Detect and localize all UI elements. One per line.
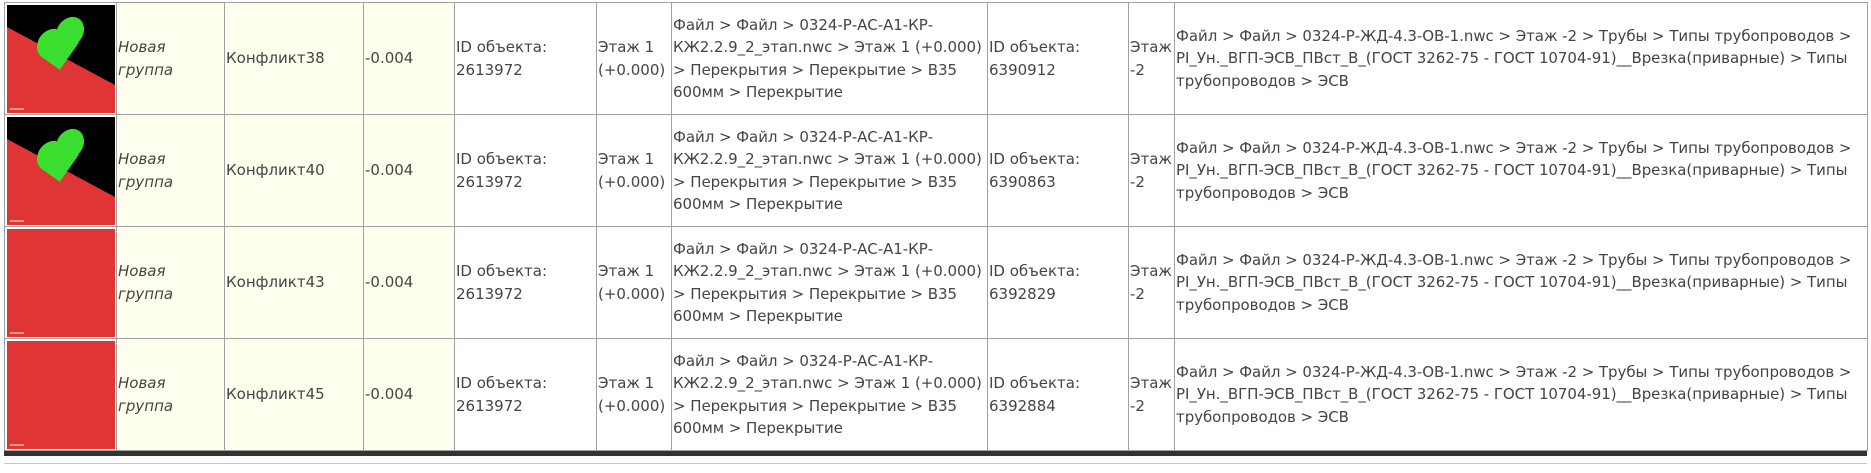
item2-id-label: ID объекта xyxy=(989,38,1075,56)
item2-id: ID объекта: 6390912 xyxy=(988,3,1129,115)
clash-thumbnail-pipe-slab-icon[interactable] xyxy=(7,117,115,225)
clash-thumbnail-cell xyxy=(5,115,117,227)
clash-name: Конфликт43 xyxy=(225,227,364,339)
item1-id-value: 2613972 xyxy=(456,172,523,191)
clash-group: Новая группа xyxy=(117,227,225,339)
item2-id: ID объекта: 6392884 xyxy=(988,339,1129,451)
item1-level: Этаж 1 (+0.000) xyxy=(597,339,672,451)
item1-path: Файл > Файл > 0324-Р-АС-А1-КР-КЖ2.2.9_2_этап.nwc > Этаж 1 (+0.000) > Перекрытия > Перекрытие > B35 600мм > Перекрытие xyxy=(672,339,988,451)
item2-path: Файл > Файл > 0324-Р-ЖД-4.3-ОВ-1.nwc > Этаж -2 > Трубы > Типы трубопроводов > PI_Ун._ВГП-ЭСВ_ПВст_В_(ГОСТ 3262-75 - ГОСТ 10704-91)__Врезка(приварные) > Типы трубопроводов > ЭСВ xyxy=(1175,339,1868,451)
footer-divider xyxy=(4,463,1867,464)
clash-row[interactable] xyxy=(5,3,1868,115)
item1-id-label: ID объекта xyxy=(456,374,542,392)
clash-distance: -0.004 xyxy=(364,3,455,115)
item2-level: Этаж -2 xyxy=(1129,227,1175,339)
clash-thumbnail-cell xyxy=(5,3,117,115)
item2-path: Файл > Файл > 0324-Р-ЖД-4.3-ОВ-1.nwc > Этаж -2 > Трубы > Типы трубопроводов > PI_Ун._ВГП-ЭСВ_ПВст_В_(ГОСТ 3262-75 - ГОСТ 10704-91)__Врезка(приварные) > Типы трубопроводов > ЭСВ xyxy=(1175,227,1868,339)
item2-path: Файл > Файл > 0324-Р-ЖД-4.3-ОВ-1.nwc > Этаж -2 > Трубы > Типы трубопроводов > PI_Ун._ВГП-ЭСВ_ПВст_В_(ГОСТ 3262-75 - ГОСТ 10704-91)__Врезка(приварные) > Типы трубопроводов > ЭСВ xyxy=(1175,115,1868,227)
clash-distance: -0.004 xyxy=(364,227,455,339)
clash-distance: -0.004 xyxy=(364,339,455,451)
item1-id-label: ID объекта xyxy=(456,262,542,280)
item1-path: Файл > Файл > 0324-Р-АС-А1-КР-КЖ2.2.9_2_этап.nwc > Этаж 1 (+0.000) > Перекрытия > Перекрытие > B35 600мм > Перекрытие xyxy=(672,227,988,339)
item2-id-label: ID объекта xyxy=(989,150,1075,168)
item1-path: Файл > Файл > 0324-Р-АС-А1-КР-КЖ2.2.9_2_этап.nwc > Этаж 1 (+0.000) > Перекрытия > Перекрытие > B35 600мм > Перекрытие xyxy=(672,3,988,115)
item1-id: ID объекта: 2613972 xyxy=(455,115,597,227)
clash-name: Конфликт40 xyxy=(225,115,364,227)
clash-row[interactable] xyxy=(5,339,1868,451)
item1-id-value: 2613972 xyxy=(456,60,523,79)
clash-name: Конфликт45 xyxy=(225,339,364,451)
clash-thumbnail-cell xyxy=(5,339,117,451)
clash-group: Новая группа xyxy=(117,115,225,227)
item2-id-label: ID объекта xyxy=(989,262,1075,280)
item1-id: ID объекта: 2613972 xyxy=(455,227,597,339)
item1-id: ID объекта: 2613972 xyxy=(455,339,597,451)
item2-path: Файл > Файл > 0324-Р-ЖД-4.3-ОВ-1.nwc > Этаж -2 > Трубы > Типы трубопроводов > PI_Ун._ВГП-ЭСВ_ПВст_В_(ГОСТ 3262-75 - ГОСТ 10704-91)__Врезка(приварные) > Типы трубопроводов > ЭСВ xyxy=(1175,3,1868,115)
item1-id-label: ID объекта xyxy=(456,150,542,168)
item2-id-value: 6390863 xyxy=(989,172,1056,191)
item1-id-value: 2613972 xyxy=(456,284,523,303)
clash-results-table xyxy=(4,2,1868,451)
item1-id: ID объекта: 2613972 xyxy=(455,3,597,115)
clash-name: Конфликт38 xyxy=(225,3,364,115)
item2-id-value: 6392829 xyxy=(989,284,1056,303)
item1-level: Этаж 1 (+0.000) xyxy=(597,3,672,115)
clash-thumbnail-cell xyxy=(5,227,117,339)
item1-level: Этаж 1 (+0.000) xyxy=(597,227,672,339)
clash-thumbnail-slab-icon[interactable] xyxy=(7,229,115,337)
clash-thumbnail-pipe-slab-icon[interactable] xyxy=(7,5,115,113)
item2-level: Этаж -2 xyxy=(1129,3,1175,115)
item2-id-value: 6392884 xyxy=(989,396,1056,415)
clash-group: Новая группа xyxy=(117,339,225,451)
clash-distance: -0.004 xyxy=(364,115,455,227)
item2-id: ID объекта: 6392829 xyxy=(988,227,1129,339)
item1-path: Файл > Файл > 0324-Р-АС-А1-КР-КЖ2.2.9_2_этап.nwc > Этаж 1 (+0.000) > Перекрытия > Перекрытие > B35 600мм > Перекрытие xyxy=(672,115,988,227)
table-bottom-rule xyxy=(4,451,1867,456)
clash-group: Новая группа xyxy=(117,3,225,115)
item2-level: Этаж -2 xyxy=(1129,115,1175,227)
item1-level: Этаж 1 (+0.000) xyxy=(597,115,672,227)
item2-id-label: ID объекта xyxy=(989,374,1075,392)
clash-row[interactable] xyxy=(5,115,1868,227)
item2-id: ID объекта: 6390863 xyxy=(988,115,1129,227)
item2-level: Этаж -2 xyxy=(1129,339,1175,451)
item1-id-label: ID объекта xyxy=(456,38,542,56)
item2-id-value: 6390912 xyxy=(989,60,1056,79)
clash-thumbnail-slab-icon[interactable] xyxy=(7,341,115,449)
clash-row[interactable] xyxy=(5,227,1868,339)
item1-id-value: 2613972 xyxy=(456,396,523,415)
